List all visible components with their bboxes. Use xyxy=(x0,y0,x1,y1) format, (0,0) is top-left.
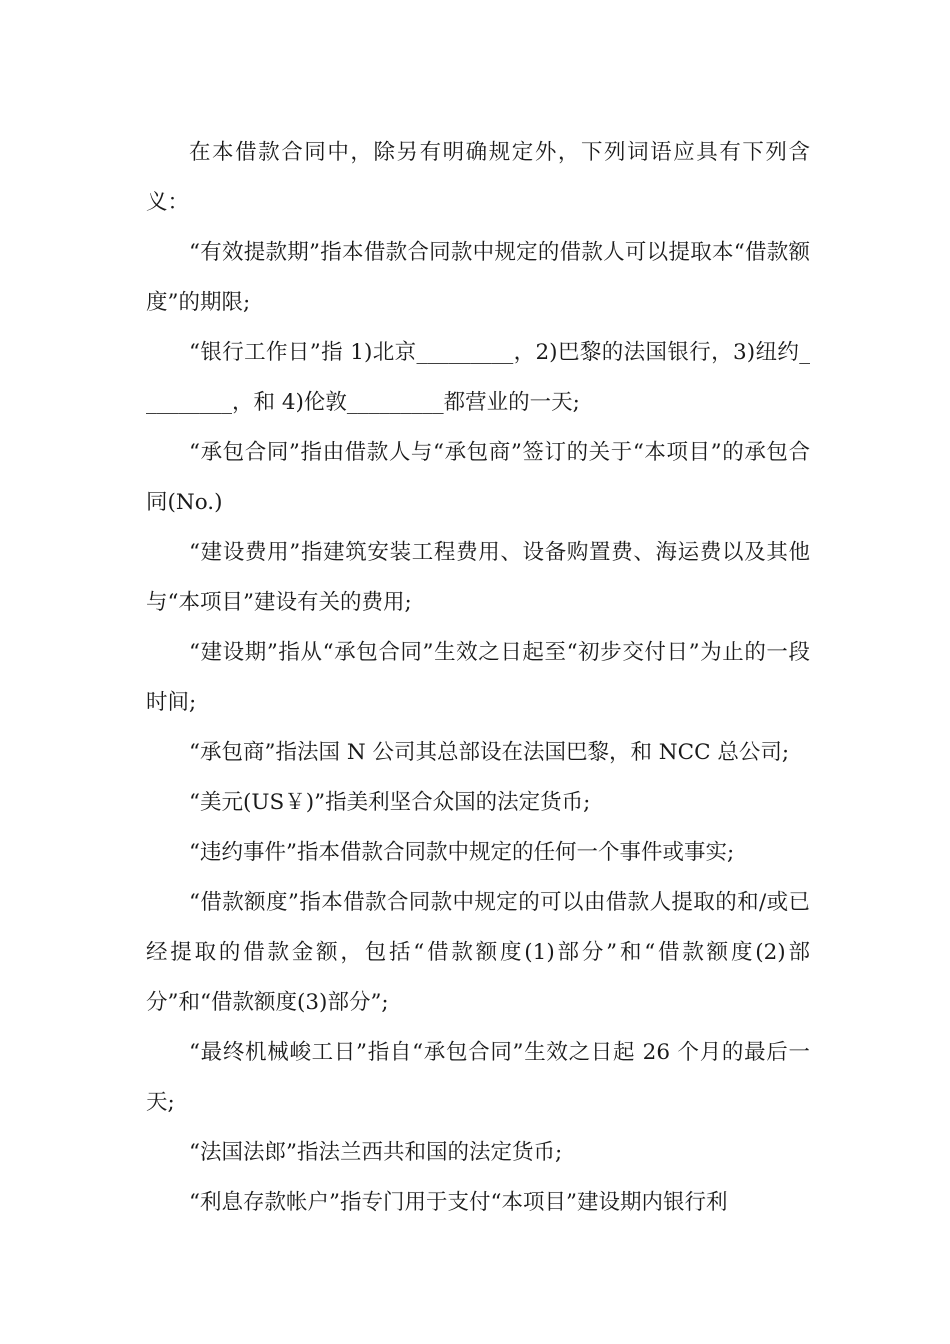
paragraph-loan-facility: “借款额度”指本借款合同款中规定的可以由借款人提取的和/或已经提取的借款金额，包括“借款额度(1)部分”和“借款额度(2)部分”和“借款额度(3)部分”; xyxy=(146,890,810,1015)
paragraph-construction-cost: “建设费用”指建筑安装工程费用、设备购置费、海运费以及其他与“本项目”建设有关的费用; xyxy=(146,540,810,615)
paragraph-event-of-default: “违约事件”指本借款合同款中规定的任何一个事件或事实; xyxy=(189,840,735,865)
paragraph-final-completion-date: “最终机械峻工日”指自“承包合同”生效之日起 26 个月的最后一天; xyxy=(146,1040,810,1115)
paragraph-french-franc: “法国法郎”指法兰西共和国的法定货币; xyxy=(189,1140,563,1165)
paragraph-contract: “承包合同”指由借款人与“承包商”签订的关于“本项目”的承包合同(No.) xyxy=(146,440,810,515)
paragraph-us-dollar: “美元(US￥)”指美利坚合众国的法定货币; xyxy=(189,790,591,815)
paragraph-banking-day: “银行工作日”指 1)北京_________，2)巴黎的法国银行，3)纽约_________，和 4)伦敦_________都营业的一天; xyxy=(146,340,810,415)
paragraph-intro: 在本借款合同中，除另有明确规定外，下列词语应具有下列含义： xyxy=(146,140,810,215)
paragraph-interest-account: “利息存款帐户”指专门用于支付“本项目”建设期内银行利 xyxy=(189,1190,728,1215)
paragraph-effective-drawdown-period: “有效提款期”指本借款合同款中规定的借款人可以提取本“借款额度”的期限; xyxy=(146,240,810,315)
paragraph-construction-period: “建设期”指从“承包合同”生效之日起至“初步交付日”为止的一段时间; xyxy=(146,640,810,715)
paragraph-contractor: “承包商”指法国 N 公司其总部设在法国巴黎，和 NCC 总公司; xyxy=(189,740,790,765)
contract-definitions-text xyxy=(146,128,810,1228)
